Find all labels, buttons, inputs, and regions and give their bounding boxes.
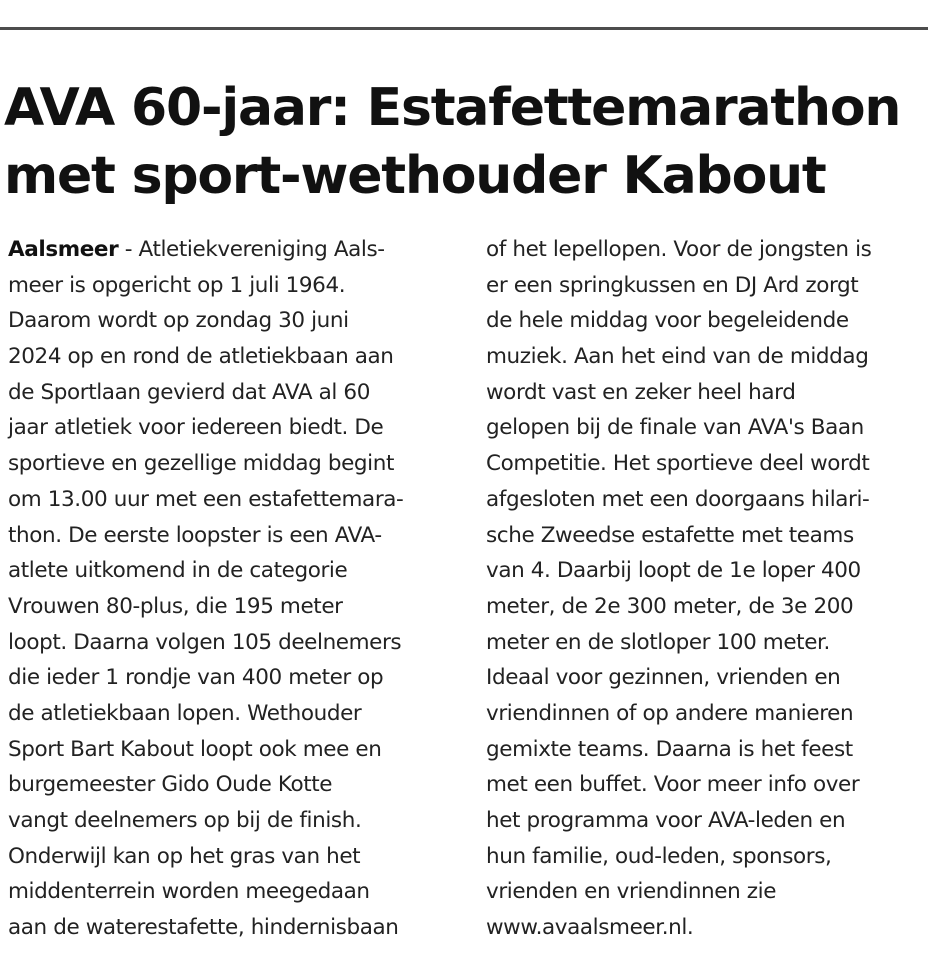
left-column-lines (8, 268, 463, 946)
article-text-line: 2024 op en rond de atletiekbaan aan (8, 344, 394, 370)
article-text-line: vriendinnen of op andere manieren (486, 700, 854, 726)
right-column-lines (486, 232, 936, 946)
article-column-right (486, 232, 936, 946)
article-text-line: gelopen bij de finale van AVA's Baan (486, 415, 864, 441)
article-text-line: om 13.00 uur met een estafettemara- (8, 486, 404, 512)
article-text-line: meter, de 2e 300 meter, de 3e 200 (486, 593, 854, 619)
top-divider-rule (0, 27, 928, 30)
article-text-line: jaar atletiek voor iedereen biedt. De (8, 415, 384, 441)
article-text-line: middenterrein worden meegedaan (8, 879, 370, 905)
article-text-line: of het lepellopen. Voor de jongsten is (486, 237, 872, 262)
article-text-line: wordt vast en zeker heel hard (486, 379, 796, 405)
article-text-line: muziek. Aan het eind van de middag (486, 344, 869, 370)
article-text-line: de hele middag voor begeleidende (486, 308, 849, 334)
headline-line: met sport-wethouder Kabout (4, 146, 826, 206)
article-text-line: Daarom wordt op zondag 30 juni (8, 308, 349, 334)
article-text-line: de atletiekbaan lopen. Wethouder (8, 700, 362, 726)
dateline: Aalsmeer (8, 237, 119, 262)
article-text-line: Competitie. Het sportieve deel wordt (486, 451, 870, 477)
article-text-line: burgemeester Gido Oude Kotte (8, 772, 333, 798)
article-text-line: meter en de slotloper 100 meter. (486, 629, 830, 655)
article-text-line: vangt deelnemers op bij de finish. (8, 808, 362, 833)
article-text-line: atlete uitkomend in de categorie (8, 558, 348, 584)
article-text-line: Vrouwen 80-plus, die 195 meter (8, 593, 343, 619)
headline-line: AVA 60-jaar: Estafettemarathon (4, 78, 901, 138)
article-text-line: Onderwijl kan op het gras van het (8, 843, 361, 869)
article-text-line: met een buffet. Voor meer info over (486, 772, 860, 798)
first-line-text: - Atletiekvereniging Aals- (118, 237, 385, 262)
article-text-line: sche Zweedse estafette met teams (486, 522, 854, 548)
article-text-line: www.avaalsmeer.nl. (486, 915, 694, 941)
article-text-line: Sport Bart Kabout loopt ook mee en (8, 736, 382, 762)
article-text-line: de Sportlaan gevierd dat AVA al 60 (8, 379, 370, 405)
article-headline (4, 74, 934, 210)
article-text-line: gemixte teams. Daarna is het feest (486, 736, 853, 762)
article-column-left (8, 232, 463, 946)
article-text-line: er een springkussen en DJ Ard zorgt (486, 272, 859, 298)
article-text-line: meer is opgericht op 1 juli 1964. (8, 272, 346, 298)
article-text-line: hun familie, oud-leden, sponsors, (486, 843, 832, 869)
article-text-line: die ieder 1 rondje van 400 meter op (8, 665, 384, 691)
article-text-line: Ideaal voor gezinnen, vrienden en (486, 665, 841, 691)
article-text-line: thon. De eerste loopster is een AVA- (8, 522, 382, 548)
article-first-line (8, 232, 463, 268)
article-text-line: van 4. Daarbij loopt de 1e loper 400 (486, 558, 861, 584)
article-text-line: aan de waterestafette, hindernisbaan (8, 915, 399, 941)
article-text-line: loopt. Daarna volgen 105 deelnemers (8, 629, 402, 655)
article-text-line: afgesloten met een doorgaans hilari- (486, 486, 870, 512)
article-text-line: sportieve en gezellige middag begint (8, 451, 394, 477)
article-text-line: vrienden en vriendinnen zie (486, 879, 777, 905)
article-text-line: het programma voor AVA-leden en (486, 808, 846, 833)
